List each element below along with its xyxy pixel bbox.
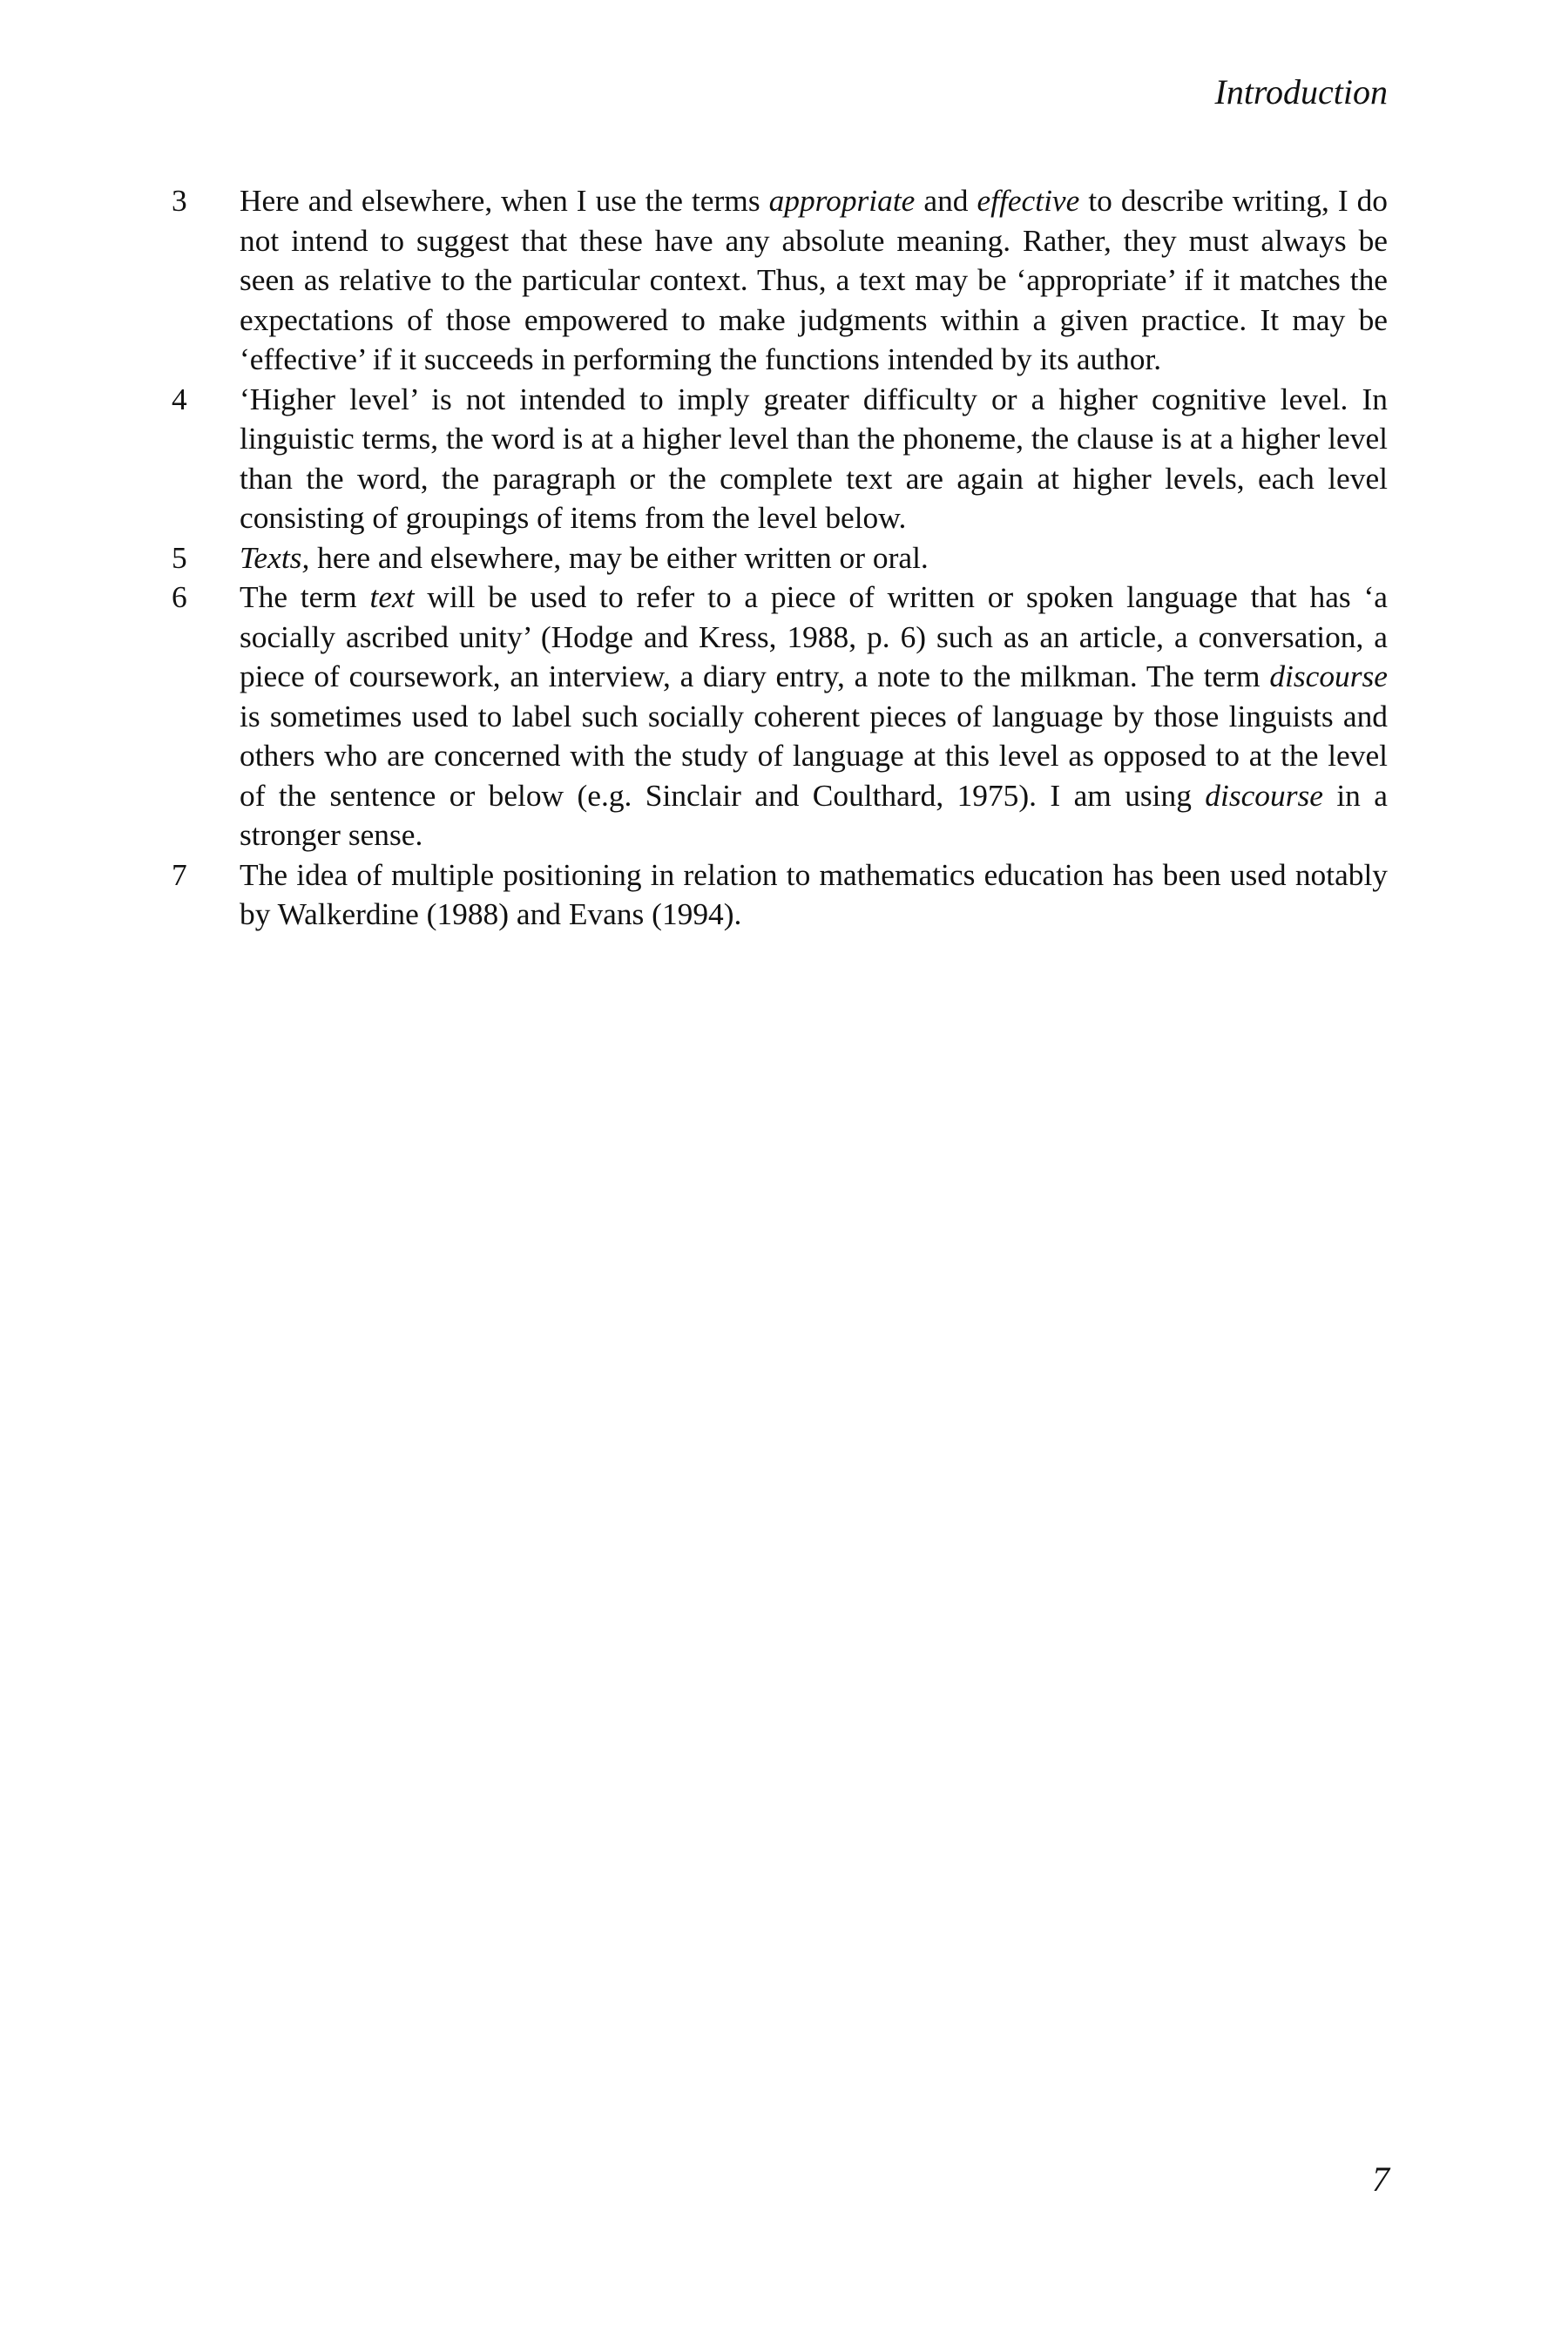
page-number: 7 xyxy=(1372,2159,1389,2199)
note-text-segment: is sometimes used to label such socially coherent pieces of language by those linguists and others who are concerned with the study of language at this level as opposed to at the level of the sentence or below (e.g. Sinclair and Coulthard, 1975). I am using xyxy=(240,698,1388,813)
endnote-number: 7 xyxy=(172,856,187,892)
endnote-number: 4 xyxy=(172,381,187,416)
note-text-segment: text xyxy=(369,579,415,614)
endnote-number: 6 xyxy=(172,579,187,614)
endnote-text xyxy=(240,538,1388,578)
endnote-text xyxy=(240,380,1388,538)
note-text-segment: discourse xyxy=(1205,777,1323,813)
endnote-text xyxy=(240,855,1388,935)
endnote-4 xyxy=(172,380,1388,538)
note-text-segment: Texts, xyxy=(240,539,310,575)
note-text-segment: will be used to refer to a piece of written or spoken language that has ‘a socially ascribed unity’ (Hodge and Kress, 1988, p. 6) such as an article, a conversation, a piece of coursework, an interview, a diary entry, a note to the milkman. The term xyxy=(240,579,1388,693)
endnote-text xyxy=(240,578,1388,855)
endnote-7 xyxy=(172,855,1388,935)
endnote-number: 5 xyxy=(172,539,187,575)
note-text-segment: discourse xyxy=(1269,659,1388,693)
note-text-segment: to describe writing, I do not intend to suggest that these have any absolute meaning. Rather, they must always be seen as relative to the particular context. Thus, a text may be ‘appropriate’ if it matches the expectations of those empowered to make judgments within a given practice. It may be ‘effective’ if it succeeds in performing the functions intended by its author. xyxy=(240,183,1388,376)
note-text-segment: The idea of multiple positioning in relation to mathematics education has been used notably by Walkerdine (1988) and Evans (1994). xyxy=(240,856,1388,931)
endnotes-list xyxy=(172,181,1388,935)
endnote-text xyxy=(240,181,1388,380)
endnote-6 xyxy=(172,578,1388,855)
endnote-number: 3 xyxy=(172,183,187,218)
note-text-segment: in a stronger sense. xyxy=(240,777,1388,852)
note-text-segment: and xyxy=(915,183,977,218)
note-text-segment: appropriate xyxy=(768,183,916,218)
note-text-segment: here and elsewhere, may be either written or oral. xyxy=(309,539,929,575)
endnote-5 xyxy=(172,538,1388,578)
running-head-title: Introduction xyxy=(1214,72,1388,112)
note-text-segment: Here and elsewhere, when I use the terms xyxy=(240,183,769,218)
note-text-segment: ‘Higher level’ is not intended to imply greater difficulty or a higher cognitive level. In linguistic terms, the word is at a higher level than the phoneme, the clause is at a higher level than the word, the paragraph or the complete text are again at higher levels, each level consisting of groupings of items from the level below. xyxy=(240,381,1388,535)
note-text-segment: effective xyxy=(977,183,1080,218)
endnote-3 xyxy=(172,181,1388,380)
note-text-segment: The term xyxy=(240,579,370,614)
